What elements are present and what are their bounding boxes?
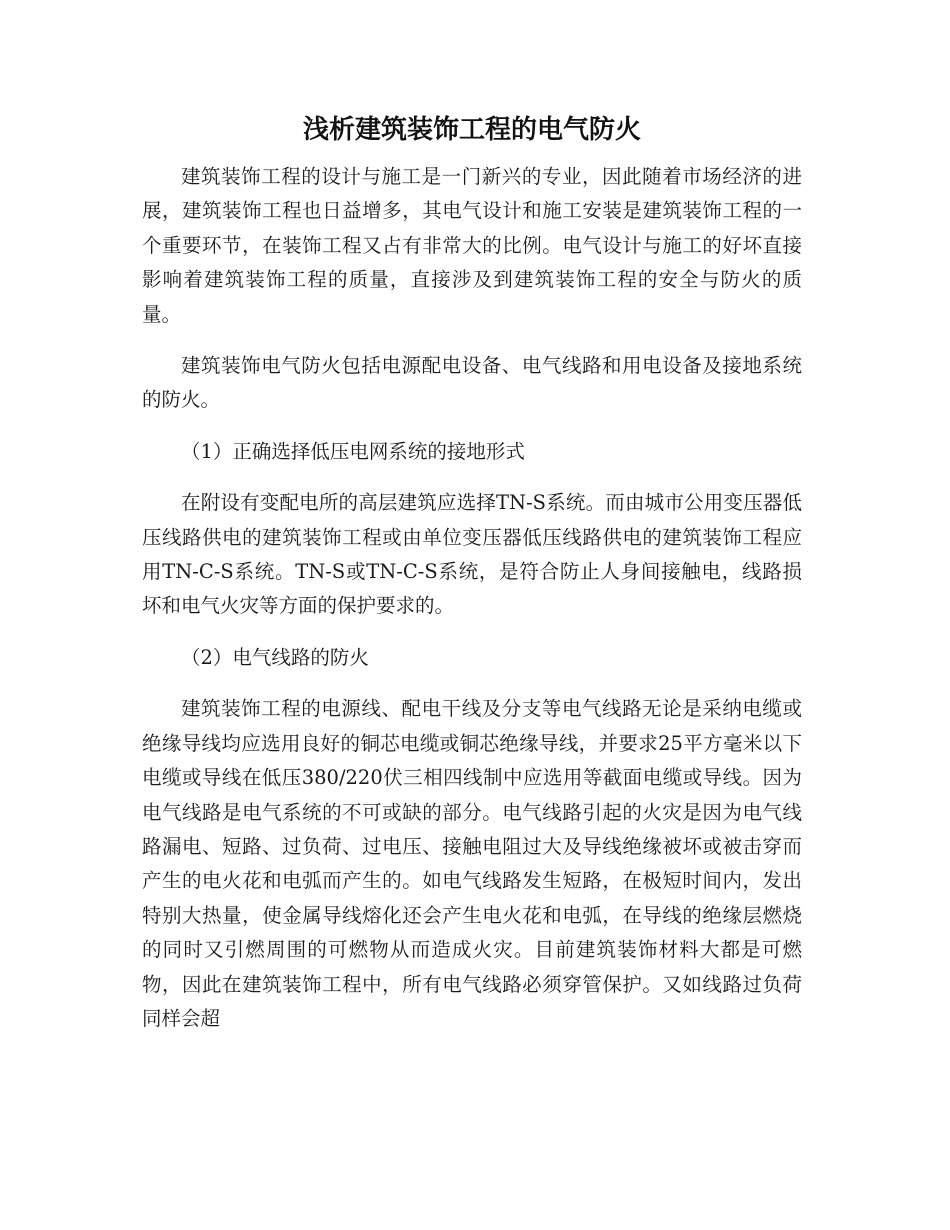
section-heading-grounding: （1）正确选择低压电网系统的接地形式 — [181, 439, 525, 463]
section-heading-wiring: （2）电气线路的防火 — [181, 645, 369, 669]
document-page — [142, 108, 802, 1036]
document-title: 浅析建筑装饰工程的电气防火 — [302, 115, 641, 145]
paragraph-intro: 建筑装饰工程的设计与施工是一门新兴的专业，因此随着市场经济的进展，建筑装饰工程也日益增多，其电气设计和施工安装是建筑装饰工程的一个重要环节，在装饰工程又占有非常大的比例。电气设计与施工的好坏直接影响着建筑装饰工程的质量，直接涉及到建筑装饰工程的安全与防火的质量。 — [142, 165, 802, 326]
paragraph-scope: 建筑装饰电气防火包括电源配电设备、电气线路和用电设备及接地系统的防火。 — [142, 354, 802, 412]
paragraph-grounding: 在附设有变配电所的高层建筑应选择TN-S系统。而由城市公用变压器低压线路供电的建筑装饰工程或由单位变压器低压线路供电的建筑装饰工程应用TN-C-S系统。TN-S或TN-C-S系统，是符合防止人身间接触电，线路损坏和电气火灾等方面的保护要求的。 — [142, 491, 802, 618]
paragraph-wiring: 建筑装饰工程的电源线、配电干线及分支等电气线路无论是采纳电缆或绝缘导线均应选用良好的铜芯电缆或铜芯绝缘导线，并要求25平方毫米以下电缆或导线在低压380/220伏三相四线制中应选用等截面电缆或导线。因为电气线路是电气系统的不可或缺的部分。电气线路引起的火灾是因为电气线路漏电、短路、过负荷、过电压、接触电阻过大及导线绝缘被坏或被击穿而产生的电火花和电弧而产生的。如电气线路发生短路，在极短时间内，发出特别大热量，使金属导线熔化还会产生电火花和电弧，在导线的绝缘层燃烧的同时又引燃周围的可燃物从而造成火灾。目前建筑装饰材料大都是可燃物，因此在建筑装饰工程中，所有电气线路必须穿管保护。又如线路过负荷同样会超 — [142, 697, 802, 1030]
